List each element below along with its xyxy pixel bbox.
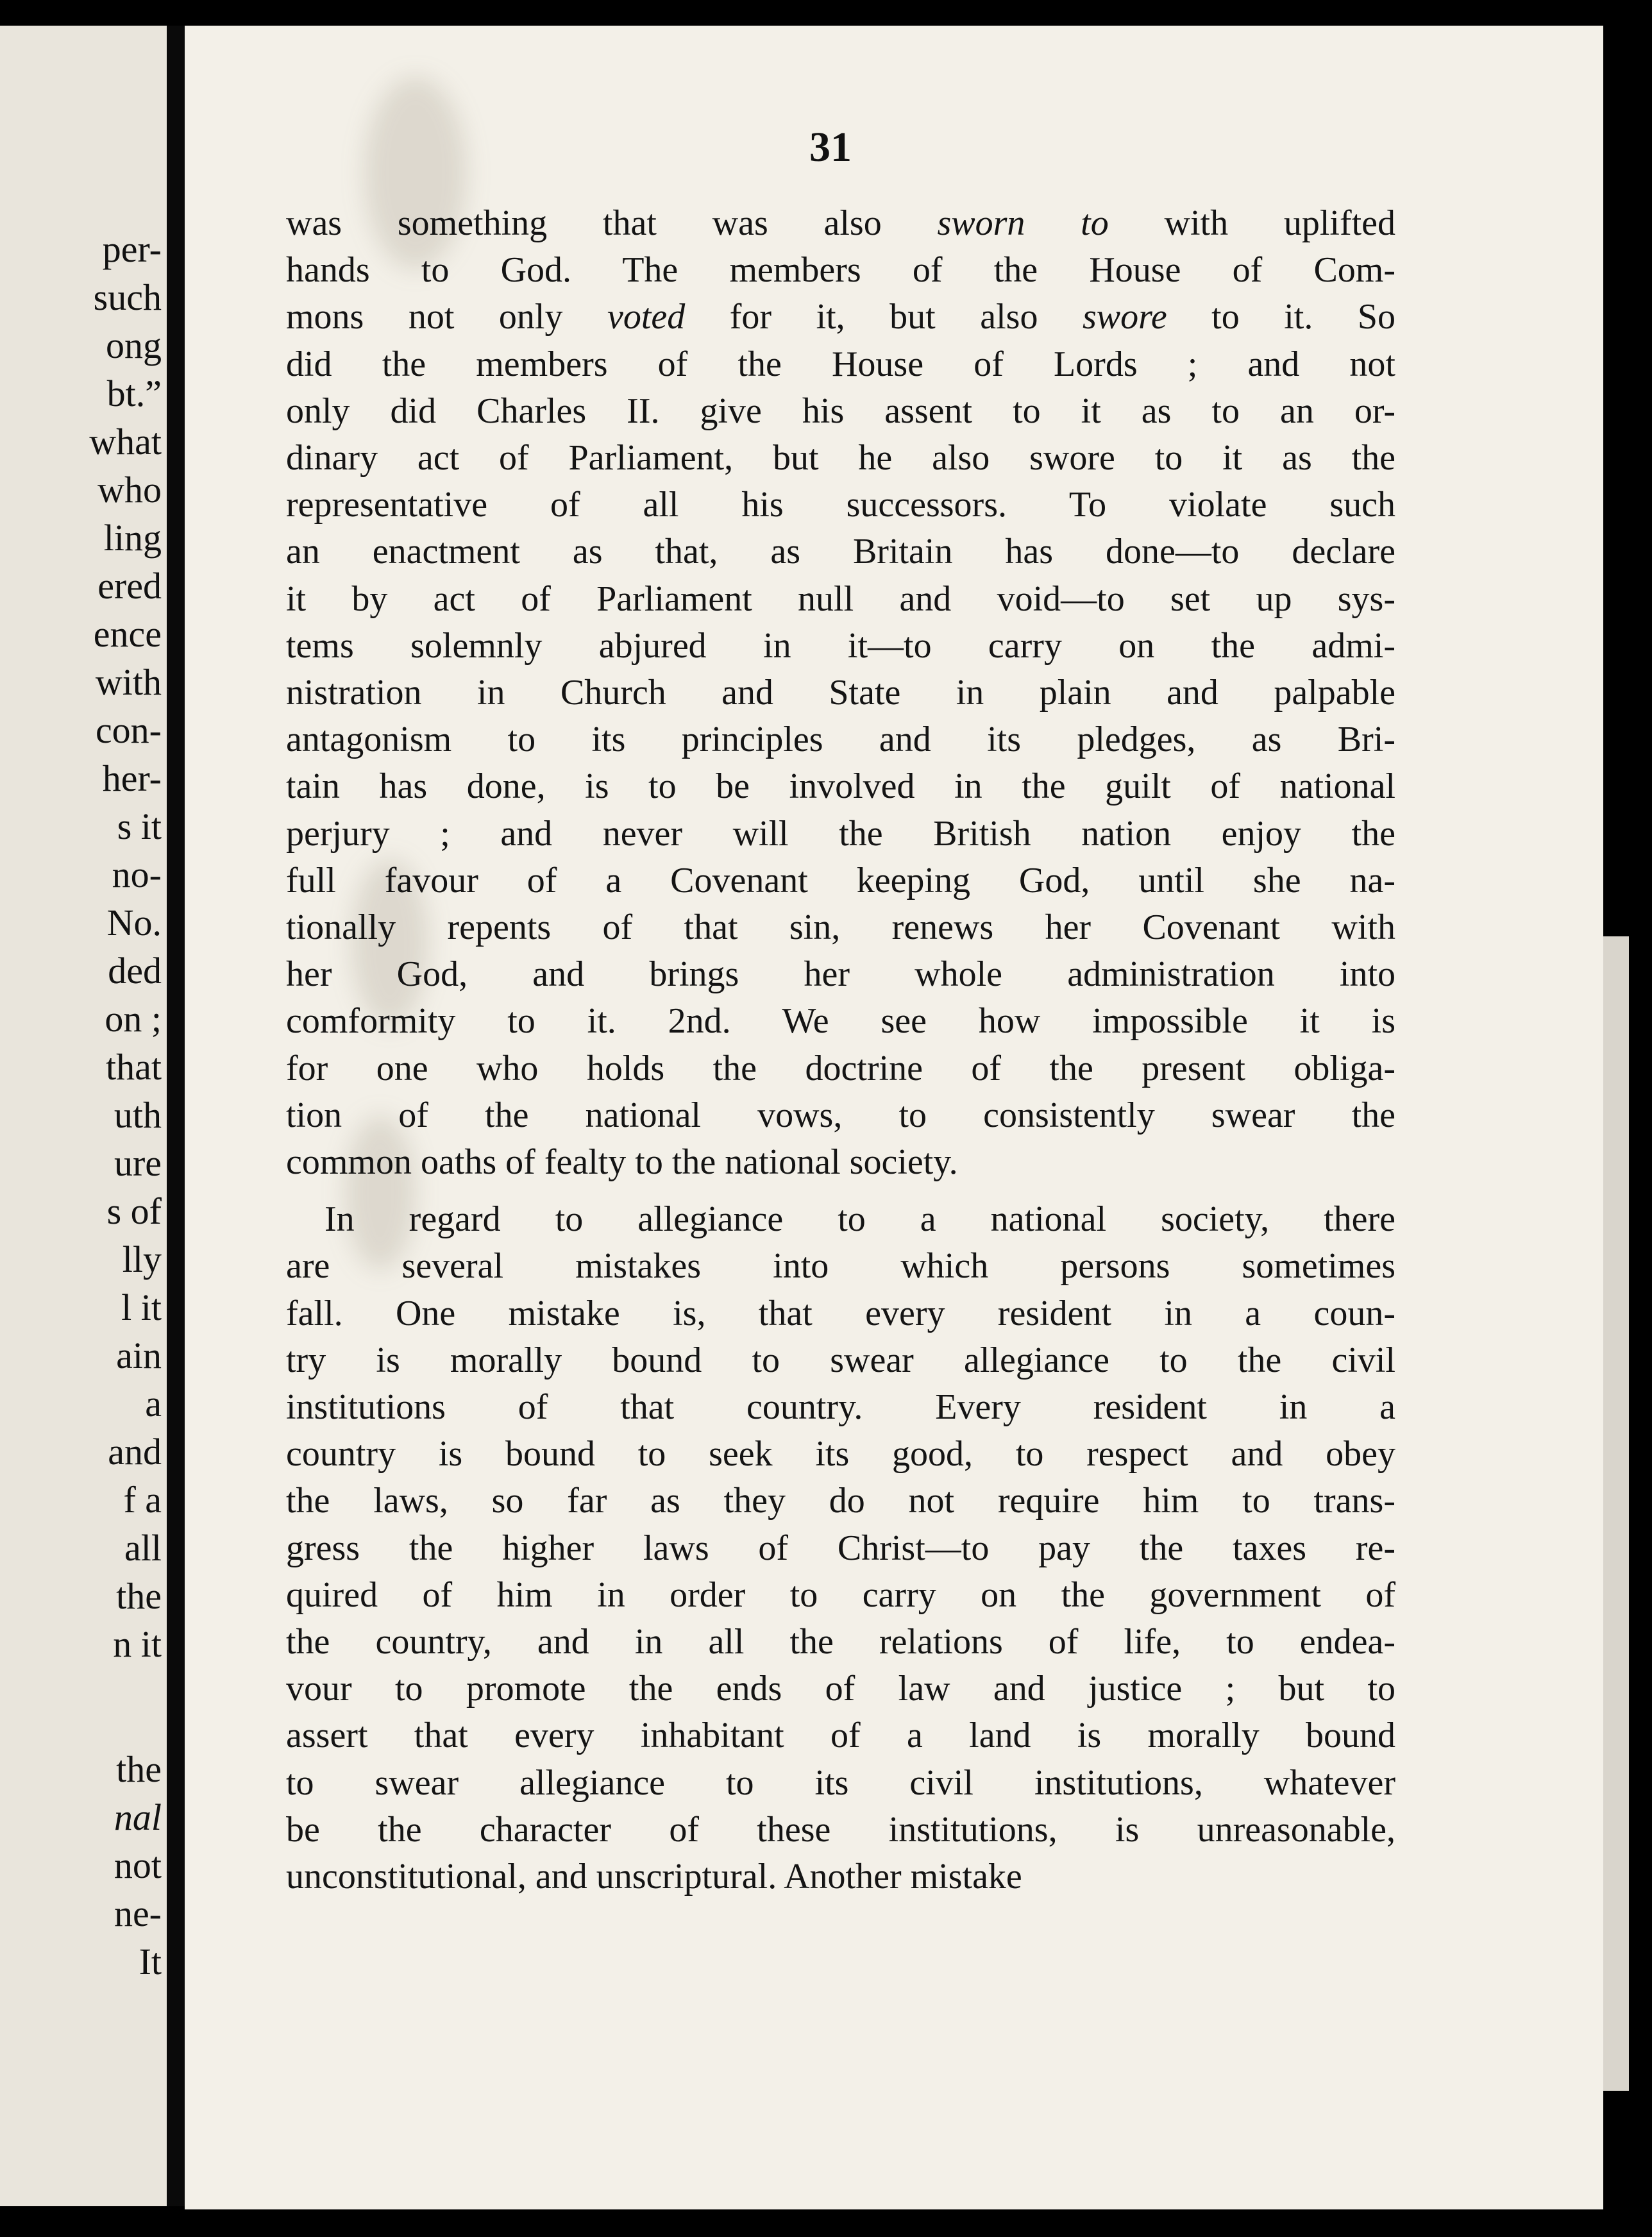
left-fragment: l it — [121, 1287, 162, 1328]
text-line: nistration in Church and State in plain and palpable — [286, 673, 1395, 713]
left-fragment: ong — [106, 325, 162, 366]
text-line: full favour of a Covenant keeping God, until she na- — [286, 860, 1395, 900]
left-fragment: no- — [112, 854, 162, 895]
left-fragment: ne- — [114, 1893, 162, 1934]
text-line: perjury ; and never will the British nation enjoy the — [286, 813, 1395, 854]
text-line: common oaths of fealty to the national society. — [286, 1142, 958, 1182]
text-line: be the character of these institutions, is unreasonable, — [286, 1809, 1395, 1850]
text-line: it by act of Parliament null and void—to set up sys- — [286, 578, 1395, 619]
text-line: did the members of the House of Lords ; and not — [286, 344, 1395, 384]
left-fragment: No. — [106, 902, 162, 943]
left-fragment: such — [93, 276, 162, 318]
left-fragment: ain — [116, 1335, 162, 1376]
left-fragment: nal — [114, 1796, 162, 1838]
left-fragment: lly — [122, 1238, 162, 1280]
left-fragment: not — [114, 1844, 162, 1886]
text-line: assert that every inhabitant of a land is morally bound — [286, 1716, 1395, 1756]
text-line: tain has done, is to be involved in the guilt of national — [286, 766, 1395, 807]
left-fragment: n it — [113, 1623, 162, 1665]
text-line: tems solemnly abjured in it—to carry on the admi- — [286, 625, 1395, 666]
left-fragment: the — [116, 1575, 162, 1617]
text-line: try is morally bound to swear allegiance to the civil — [286, 1340, 1395, 1380]
text-line: fall. One mistake is, that every resident in a coun- — [286, 1293, 1395, 1333]
left-fragment: bt.” — [106, 373, 162, 414]
left-fragment: the — [116, 1748, 162, 1790]
text-line: quired of him in order to carry on the government of — [286, 1574, 1395, 1615]
left-fragment: what — [89, 421, 162, 462]
page-number: 31 — [809, 124, 852, 171]
text-line: tion of the national vows, to consistently swear the — [286, 1095, 1395, 1135]
left-fragment: ded — [108, 950, 162, 992]
text-line: In regard to allegiance to a national society, there — [324, 1199, 1395, 1240]
text-line: the laws, so far as they do not require him to trans- — [286, 1481, 1395, 1521]
text-line: vour to promote the ends of law and justice ; but to — [286, 1669, 1395, 1709]
text-line: the country, and in all the relations of life, to endea- — [286, 1622, 1395, 1662]
text-line: antagonism to its principles and its pledges, as Bri- — [286, 720, 1395, 760]
left-fragment: ered — [97, 565, 162, 607]
text-line: to swear allegiance to its civil institutions, whatever — [286, 1762, 1395, 1803]
left-fragment: s it — [117, 806, 162, 847]
left-fragment: s of — [106, 1190, 162, 1232]
previous-page-edge — [0, 26, 167, 2206]
left-fragment: ling — [103, 517, 162, 559]
text-line: only did Charles II. give his assent to it as to an or- — [286, 391, 1395, 431]
left-fragment: per- — [102, 228, 162, 270]
text-line: representative of all his successors. To violate such — [286, 485, 1395, 525]
left-fragment: f a — [123, 1479, 162, 1521]
left-fragment: with — [95, 661, 162, 703]
left-fragment: who — [97, 469, 162, 511]
text-line: country is bound to seek its good, to respect and obey — [286, 1434, 1395, 1474]
left-fragment: con- — [95, 709, 162, 751]
page-fore-edge — [1603, 936, 1629, 2091]
text-line: hands to God. The members of the House of Com- — [286, 250, 1395, 291]
text-line: comformity to it. 2nd. We see how impossible it is — [286, 1001, 1395, 1042]
left-fragment: her- — [102, 757, 162, 799]
left-fragment: that — [106, 1046, 162, 1088]
text-line: was something that was also sworn to with uplifted — [286, 203, 1396, 243]
text-line: mons not only voted for it, but also swore to it. So — [286, 297, 1395, 337]
left-fragment: ure — [114, 1142, 162, 1184]
left-fragment: ence — [93, 613, 162, 655]
text-line: for one who holds the doctrine of the present obliga- — [286, 1048, 1395, 1088]
text-line: tionally repents of that sin, renews her Covenant with — [286, 907, 1395, 947]
text-line: institutions of that country. Every resident in a — [286, 1387, 1395, 1427]
left-fragment: uth — [114, 1094, 162, 1136]
text-line: gress the higher laws of Christ—to pay the taxes re- — [286, 1528, 1395, 1568]
book-gutter — [167, 26, 185, 2206]
text-line: an enactment as that, as Britain has done—to declare — [286, 532, 1395, 572]
left-fragment: It — [139, 1941, 162, 1982]
left-fragment: all — [124, 1527, 162, 1569]
text-line: dinary act of Parliament, but he also swore to it as the — [286, 438, 1395, 478]
text-line: unconstitutional, and unscriptural. Another mistake — [286, 1857, 1022, 1896]
left-fragment: on ; — [105, 998, 162, 1040]
left-fragment: a — [145, 1383, 162, 1424]
text-line: are several mistakes into which persons sometimes — [286, 1246, 1395, 1287]
left-fragment: and — [108, 1431, 162, 1473]
text-line: her God, and brings her whole administration into — [286, 954, 1395, 995]
